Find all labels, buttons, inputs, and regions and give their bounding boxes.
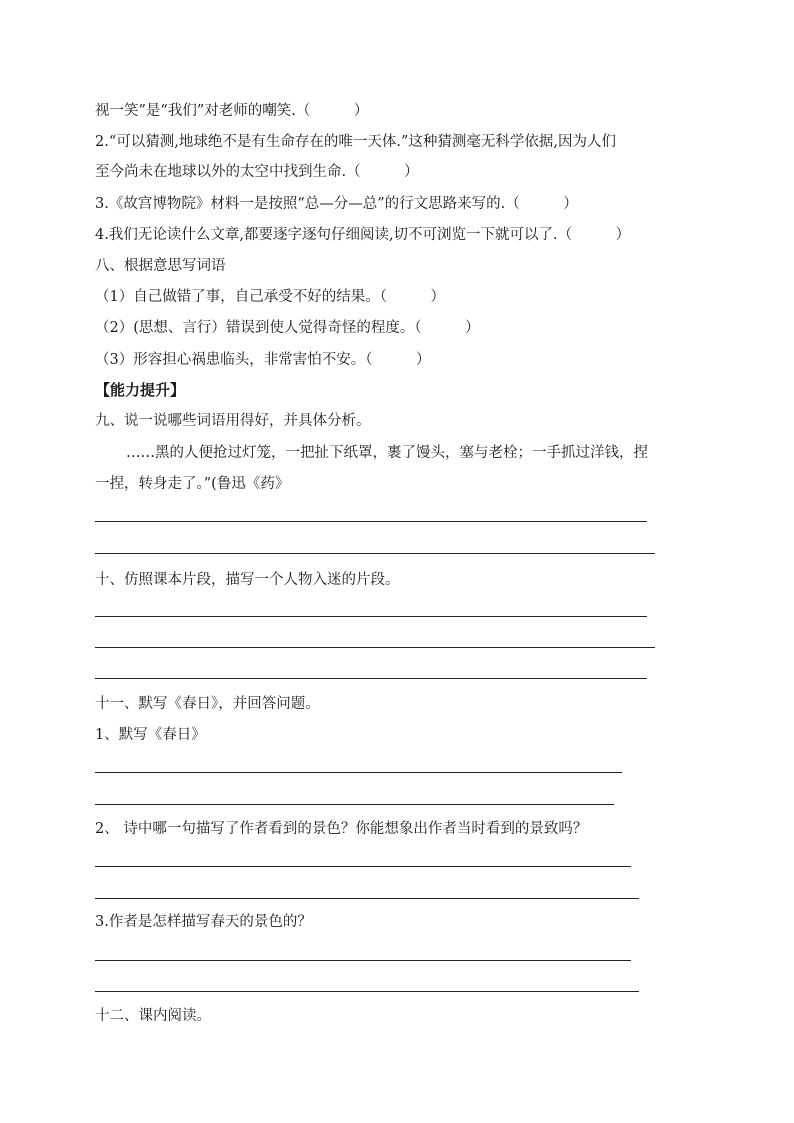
answer-line[interactable] — [95, 898, 639, 899]
answer-line[interactable] — [95, 960, 631, 961]
answer-line[interactable] — [95, 772, 622, 773]
question-11-1: 1、默写《春日》 — [95, 727, 206, 743]
question-11-3: 3.作者是怎样描写春天的景色的？ — [95, 914, 312, 930]
section-10-heading: 十、仿照课本片段，描写一个人物入迷的片段。 — [95, 572, 400, 588]
section-11-heading: 十一、默写《春日》，并回答问题。 — [95, 696, 320, 712]
question-11-2: 2、 诗中哪一句描写了作者看到的景色？你能想象出作者当时看到的景致吗？ — [95, 821, 588, 837]
question-8-3: （3）形容担心祸患临头，非常害怕不安。（ ） — [95, 352, 431, 368]
answer-line[interactable] — [95, 991, 639, 992]
section-9-heading: 九、说一说哪些词语用得好，并具体分析。 — [95, 413, 371, 429]
question-7-2: 2.“可以猜测,地球绝不是有生命存在的唯一天体.”这种猜测毫无科学依据,因为人们 — [95, 134, 616, 150]
section-8-heading: 八、根据意思写词语 — [95, 258, 226, 274]
answer-line[interactable] — [95, 616, 647, 617]
section-12-heading: 十二、课内阅读。 — [95, 1008, 211, 1024]
answer-line[interactable] — [95, 647, 655, 648]
ability-section-heading: 【能力提升】 — [95, 381, 186, 399]
question-7-text-cont: 视一笑”是“我们”对老师的嘲笑.（ ） — [95, 103, 369, 119]
question-8-1: （1）自己做错了事，自己承受不好的结果。（ ） — [95, 289, 445, 305]
answer-line[interactable] — [95, 804, 614, 805]
answer-line[interactable] — [95, 553, 655, 554]
question-7-2-cont: 至今尚未在地球以外的太空中找到生命.（ ） — [95, 164, 419, 180]
answer-line[interactable] — [95, 678, 647, 679]
answer-line[interactable] — [95, 866, 631, 867]
excerpt-line-1: ……黑的人便抢过灯笼，一把扯下纸罩，裹了馒头，塞与老栓；一手抓过洋钱，捏 — [126, 445, 648, 461]
question-7-3: 3.《故宫博物院》材料一是按照“总—分—总”的行文思路来写的.（ ） — [95, 196, 578, 212]
question-7-4: 4.我们无论读什么文章,都要逐字逐句仔细阅读,切不可浏览一下就可以了.（ ） — [95, 227, 631, 243]
answer-line[interactable] — [95, 521, 647, 522]
excerpt-line-2: 一捏，转身走了。”(鲁迅《药》 — [95, 476, 290, 492]
question-8-2: （2）(思想、言行）错误到使人觉得奇怪的程度。（ ） — [95, 320, 480, 336]
